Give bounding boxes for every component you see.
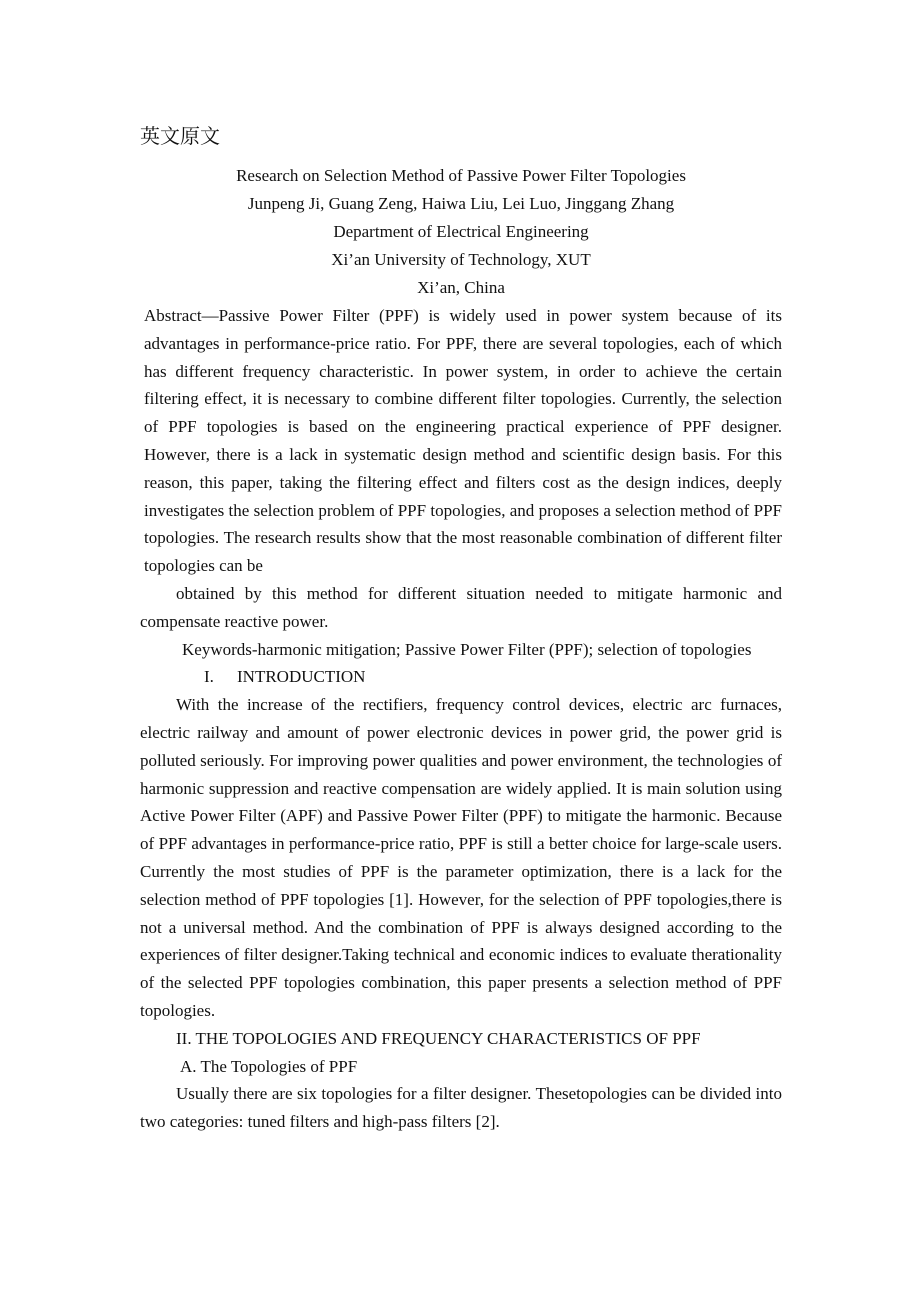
section-title: INTRODUCTION (237, 667, 366, 687)
section-heading-introduction (140, 663, 782, 691)
abstract-paragraph: Abstract—Passive Power Filter (PPF) is widely used in power system because of its advantages in performance-price ratio. For PPF, there are several topologies, each of which has different frequency characteristic. In power system, in order to achieve the certain filtering effect, it is necessary to combine different filter topologies. Currently, the selection of PPF topologies is based on the engineering practical experience of PPF designer. However, there is a lack in systematic design method and scientific design basis. For this reason, this paper, taking the filtering effect and filters cost as the design indices, deeply investigates the selection problem of PPF topologies, and proposes a selection method of PPF topologies. The research results show that the most reasonable combination of different filter topologies can be (144, 306, 782, 576)
subsection-heading: A. The Topologies of PPF (180, 1056, 358, 1076)
document-page (140, 122, 782, 1136)
author-list: Junpeng Ji, Guang Zeng, Haiwa Liu, Lei Luo, Jinggang Zhang (247, 194, 675, 213)
section-heading-topologies: II. THE TOPOLOGIES AND FREQUENCY CHARACTERISTICS OF PPF (176, 1028, 701, 1048)
abstract-continuation: obtained by this method for different situation needed to mitigate harmonic and compensate reactive power. (140, 583, 782, 631)
topologies-paragraph: Usually there are six topologies for a filter designer. Thesetopologies can be divided into two categories: tuned filters and high-pass filters [2]. (140, 1084, 782, 1132)
author-department: Department of Electrical Engineering (333, 222, 589, 241)
document-heading: 英文原文 (140, 124, 220, 148)
keywords-paragraph: Keywords-harmonic mitigation; Passive Power Filter (PPF); selection of topologies (182, 639, 752, 659)
author-location: Xi’an, China (417, 278, 505, 297)
author-university: Xi’an University of Technology, XUT (331, 250, 591, 269)
introduction-paragraph: With the increase of the rectifiers, frequency control devices, electric arc furnaces, electric railway and amount of power electronic devices in power grid, the power grid is polluted seriously. For improving power qualities and power environment, the technologies of harmonic suppression and reactive compensation are widely applied. It is main solution using Active Power Filter (APF) and Passive Power Filter (PPF) to mitigate the harmonic. Because of PPF advantages in performance-price ratio, PPF is still a better choice for large-scale users. Currently the most studies of PPF is the parameter optimization, there is a lack for the selection method of PPF topologies [1]. However, for the selection of PPF topologies,there is not a universal method. And the combination of PPF is always designed according to the experiences of filter designer.Taking technical and economic indices to evaluate therationality of the selected PPF topologies combination, this paper presents a selection method of PPF topologies. (140, 695, 782, 1020)
paper-title: Research on Selection Method of Passive Power Filter Topologies (236, 166, 686, 185)
section-number: I. (204, 667, 214, 687)
